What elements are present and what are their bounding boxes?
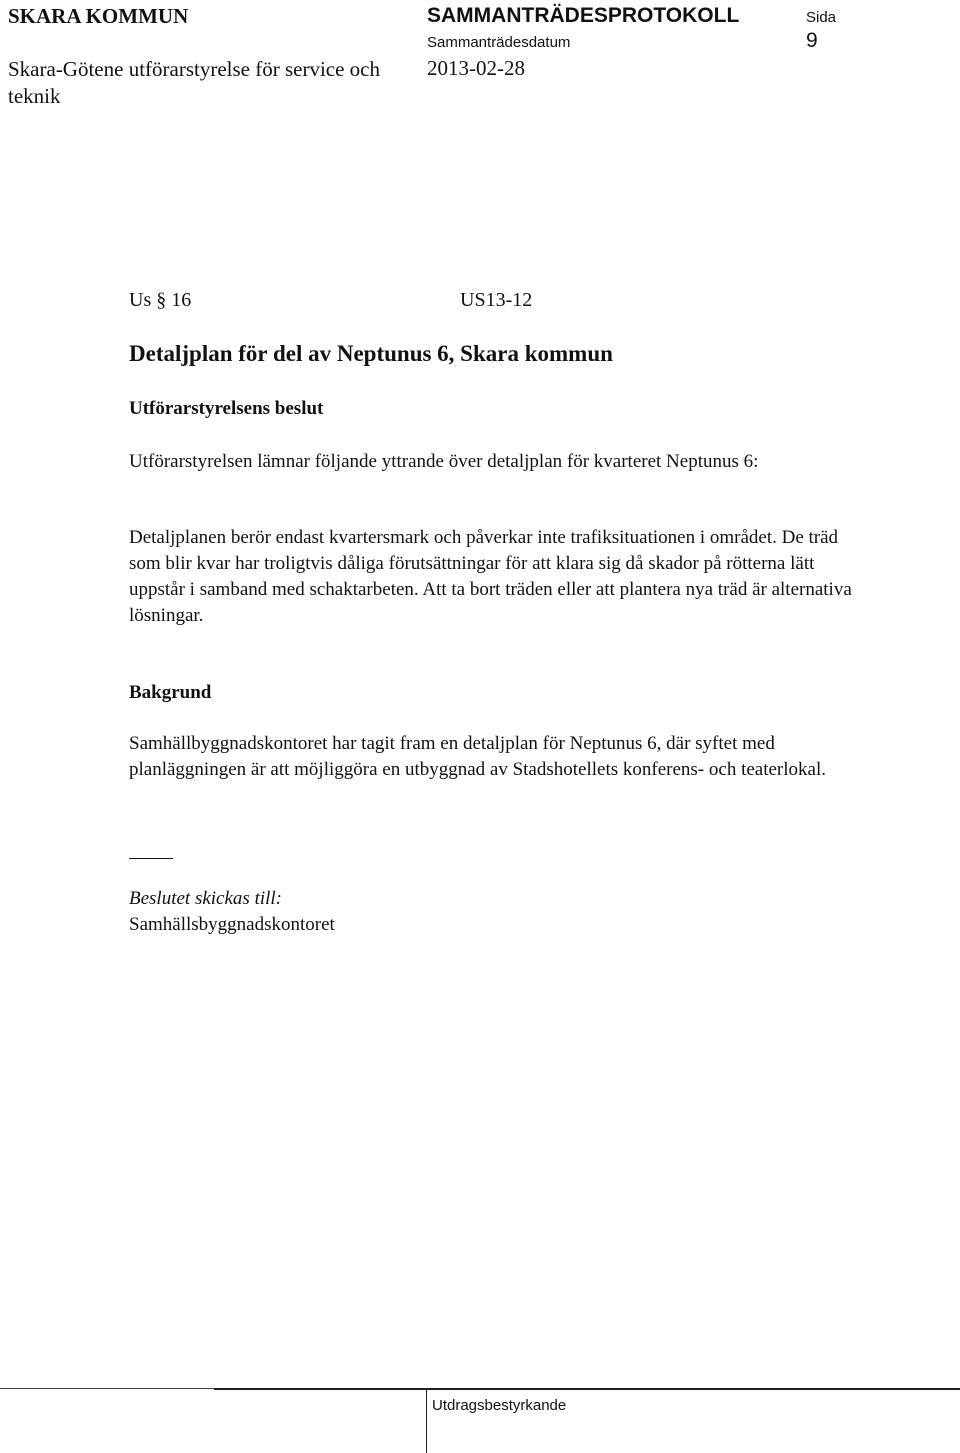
distribution-label: Beslutet skickas till: [129, 888, 283, 909]
background-heading: Bakgrund [129, 682, 212, 703]
document-type: SAMMANTRÄDESPROTOKOLL [427, 4, 740, 27]
background-text: Samhällbyggnadskontoret har tagit fram en detaljplan för Neptunus 6, där syftet med planläggningen är att möjliggöra en utbyggnad av Stadshotellets konferens- och teaterlokal. [129, 733, 826, 780]
decision-intro: Utförarstyrelsen lämnar följande yttrande över detaljplan för kvarteret Neptunus 6: [129, 451, 759, 472]
separator-line [129, 858, 173, 859]
page-label: Sida [806, 9, 837, 26]
footer-label: Utdragsbestyrkande [432, 1397, 567, 1414]
decision-statement: Detaljplanen berör endast kvartersmark och påverkar inte trafiksituationen i området. De träd som blir kvar har troligtvis dåliga förutsättningar för att klara sig då skador på rötterna lätt uppstår i samband med schaktarbeten. Att ta bort träden eller att plantera nya träd är alternativa lösningar. [129, 527, 852, 626]
case-number: US13-12 [460, 289, 533, 311]
footer-divider [426, 1389, 427, 1453]
footer-rule-thick [214, 1388, 960, 1390]
organization-name: SKARA KOMMUN [8, 4, 189, 28]
page-number: 9 [806, 29, 818, 52]
section-title: Detaljplan för del av Neptunus 6, Skara kommun [129, 341, 613, 366]
meeting-date: 2013-02-28 [427, 56, 525, 80]
board-name: Skara-Götene utförarstyrelse för service och teknik [8, 57, 381, 108]
meeting-date-label: Sammanträdesdatum [427, 34, 571, 51]
decision-heading: Utförarstyrelsens beslut [129, 398, 324, 419]
section-number: Us § 16 [129, 289, 192, 311]
distribution-recipient: Samhällsbyggnadskontoret [129, 914, 335, 935]
